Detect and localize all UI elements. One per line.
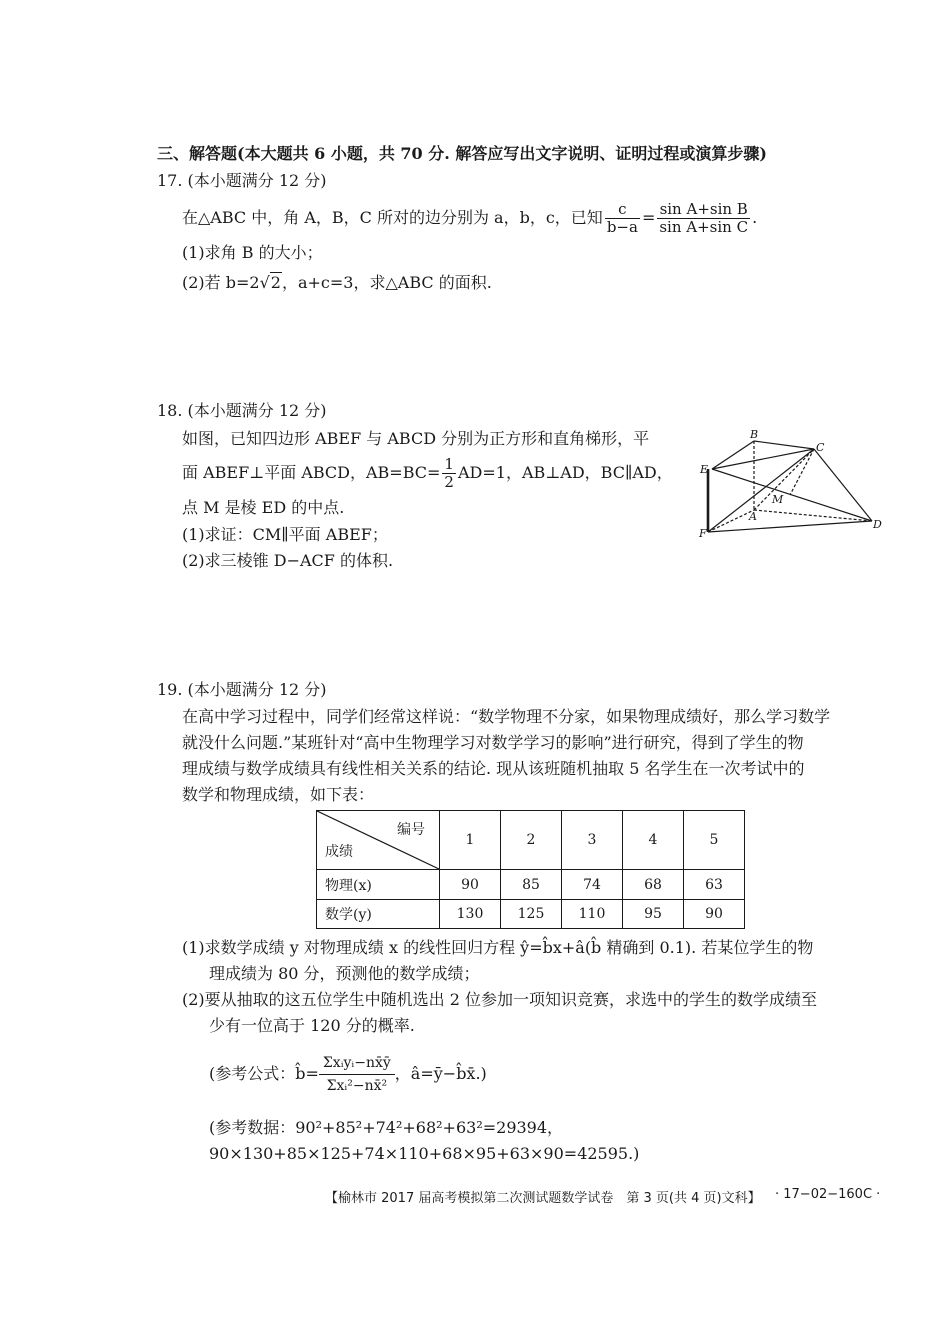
table-header-row	[317, 811, 745, 870]
table-cell: 90	[684, 900, 745, 929]
table-corner-cell	[317, 811, 440, 870]
table-cell: 85	[501, 870, 562, 900]
formula-prefix: (参考公式：b̂=	[209, 1064, 319, 1083]
q18-line2-text-a: 面 ABEF⊥平面 ABCD，AB=BC=	[182, 463, 441, 482]
table-header-cell: 5	[684, 811, 745, 870]
section-title: 三、解答题(本大题共 6 小题，共 70 分. 解答应写出文字说明、证明过程或演算步骤)	[157, 144, 767, 163]
q19-header: 19. (本小题满分 12 分)	[157, 680, 327, 699]
q18-line2-text-b: AD=1，AB⊥AD，BC∥AD，	[457, 463, 673, 482]
label-M: M	[772, 493, 784, 506]
table-header-cell: 1	[440, 811, 501, 870]
q19-para2: 就没什么问题.”某班针对“高中生物理学习对数学学习的影响”进行研究，得到了学生的物	[182, 733, 804, 752]
q18-part1: (1)求证：CM∥平面 ABEF；	[182, 525, 388, 544]
q17-fraction-left	[605, 201, 640, 236]
q18-line2	[182, 454, 673, 492]
q18-line1: 如图，已知四边形 ABEF 与 ABCD 分别为正方形和直角梯形，平	[182, 429, 650, 448]
q17-frac2-num: sin A+sin B	[657, 201, 750, 219]
regression-formula-fraction	[319, 1054, 395, 1095]
edge-ED	[712, 469, 872, 521]
q18-header: 18. (本小题满分 12 分)	[157, 401, 327, 420]
scores-table	[316, 810, 745, 929]
edge-FD	[708, 521, 872, 532]
q19-para3: 理成绩与数学成绩具有线性相关关系的结论. 现从该班随机抽取 5 名学生在一次考试中的	[182, 759, 805, 778]
q17-stem-text: 在△ABC 中，角 A，B，C 所对的边分别为 a，b，c，已知	[182, 208, 603, 227]
table-cell: 125	[501, 900, 562, 929]
table-header-cell: 4	[623, 811, 684, 870]
edge-CD	[814, 449, 872, 521]
q18-part2: (2)求三棱锥 D−ACF 的体积.	[182, 551, 394, 570]
q19-part2-line2: 少有一位高于 120 分的概率.	[209, 1016, 415, 1035]
label-F: F	[699, 527, 707, 540]
table-cell: 63	[684, 870, 745, 900]
q17-frac1-num: c	[605, 201, 640, 219]
edge-BC	[754, 441, 814, 449]
q19-part2-line1: (2)要从抽取的这五位学生中随机选出 2 位参加一项知识竞赛，求选中的学生的数学成绩至	[182, 990, 818, 1009]
table-row-label: 数学(y)	[317, 900, 440, 929]
q17-part2-text-a: (2)若 b=2	[182, 273, 260, 292]
edge-CM	[790, 449, 814, 495]
q17-part1: (1)求角 B 的大小；	[182, 243, 323, 262]
q18-line3: 点 M 是棱 ED 的中点.	[182, 498, 345, 517]
table-header-cell: 2	[501, 811, 562, 870]
q18-half-fraction	[442, 456, 456, 491]
table-row	[317, 900, 745, 929]
formula-suffix: ，â=ȳ−b̂x̄.)	[394, 1064, 487, 1083]
table-cell: 90	[440, 870, 501, 900]
table-row	[317, 870, 745, 900]
label-D: D	[873, 518, 882, 531]
table-cell: 130	[440, 900, 501, 929]
q17-part2-radicand: 2	[270, 273, 281, 292]
q19-part1-line2: 理成绩为 80 分，预测他的数学成绩；	[209, 964, 480, 983]
q17-frac2-den: sin A+sin C	[659, 218, 749, 236]
q18-geometry-figure	[696, 425, 886, 545]
table-cell: 74	[562, 870, 623, 900]
label-C: C	[816, 441, 825, 454]
q18-frac-den: 2	[444, 473, 454, 491]
label-A: A	[749, 510, 757, 523]
table-header-cell: 3	[562, 811, 623, 870]
q17-fraction-right	[657, 201, 750, 236]
corner-bottom-label: 成绩	[325, 844, 353, 860]
page-footer-left: 【榆林市 2017 届高考模拟第二次测试题数学试卷 第 3 页(共 4 页)文科】	[325, 1191, 761, 1206]
formula-denominator: Σxᵢ²−nx̄²	[326, 1078, 388, 1094]
q19-part1-line1: (1)求数学成绩 y 对物理成绩 x 的线性回归方程 ŷ=b̂x+â(b̂ 精确到 0.1). 若某位学生的物	[182, 938, 814, 957]
table-cell: 95	[623, 900, 684, 929]
table-cell: 110	[562, 900, 623, 929]
q19-reference-data-line1: (参考数据：90²+85²+74²+68²+63²=29394，	[209, 1118, 564, 1137]
q17-stem: 在△ABC 中，角 A，B，C 所对的边分别为 a，b，c，已知 $\frac{c}{b-a}$ = $\frac{\text{sin A+sin B}}{\text{sin A+sin C}}$ .	[182, 200, 758, 236]
q19-para1: 在高中学习过程中，同学们经常这样说：“数学物理不分家，如果物理成绩好，那么学习数学	[182, 707, 831, 726]
label-E: E	[700, 463, 709, 476]
q17-part2: (2)若 b=2√2，a+c=3，求△ABC 的面积.	[182, 273, 492, 292]
table-row-label: 物理(x)	[317, 870, 440, 900]
page-footer-right: · 17−02−160C ·	[775, 1187, 881, 1202]
q17-header: 17. (本小题满分 12 分)	[157, 171, 327, 190]
formula-numerator: Σxᵢyᵢ−nx̄ȳ	[319, 1054, 395, 1075]
q17-part2-text-b: ，a+c=3，求△ABC 的面积.	[281, 273, 492, 292]
corner-top-label: 编号	[397, 822, 425, 838]
q19-reference-formula	[209, 1047, 487, 1101]
label-B: B	[750, 428, 759, 441]
q19-reference-data-line2: 90×130+85×125+74×110+68×95+63×90=42595.)	[209, 1144, 640, 1163]
table-cell: 68	[623, 870, 684, 900]
q19-para4: 数学和物理成绩，如下表：	[182, 785, 375, 804]
edge-AC	[754, 449, 814, 510]
q18-frac-num: 1	[444, 455, 454, 473]
q17-frac1-den: b−a	[606, 218, 638, 236]
